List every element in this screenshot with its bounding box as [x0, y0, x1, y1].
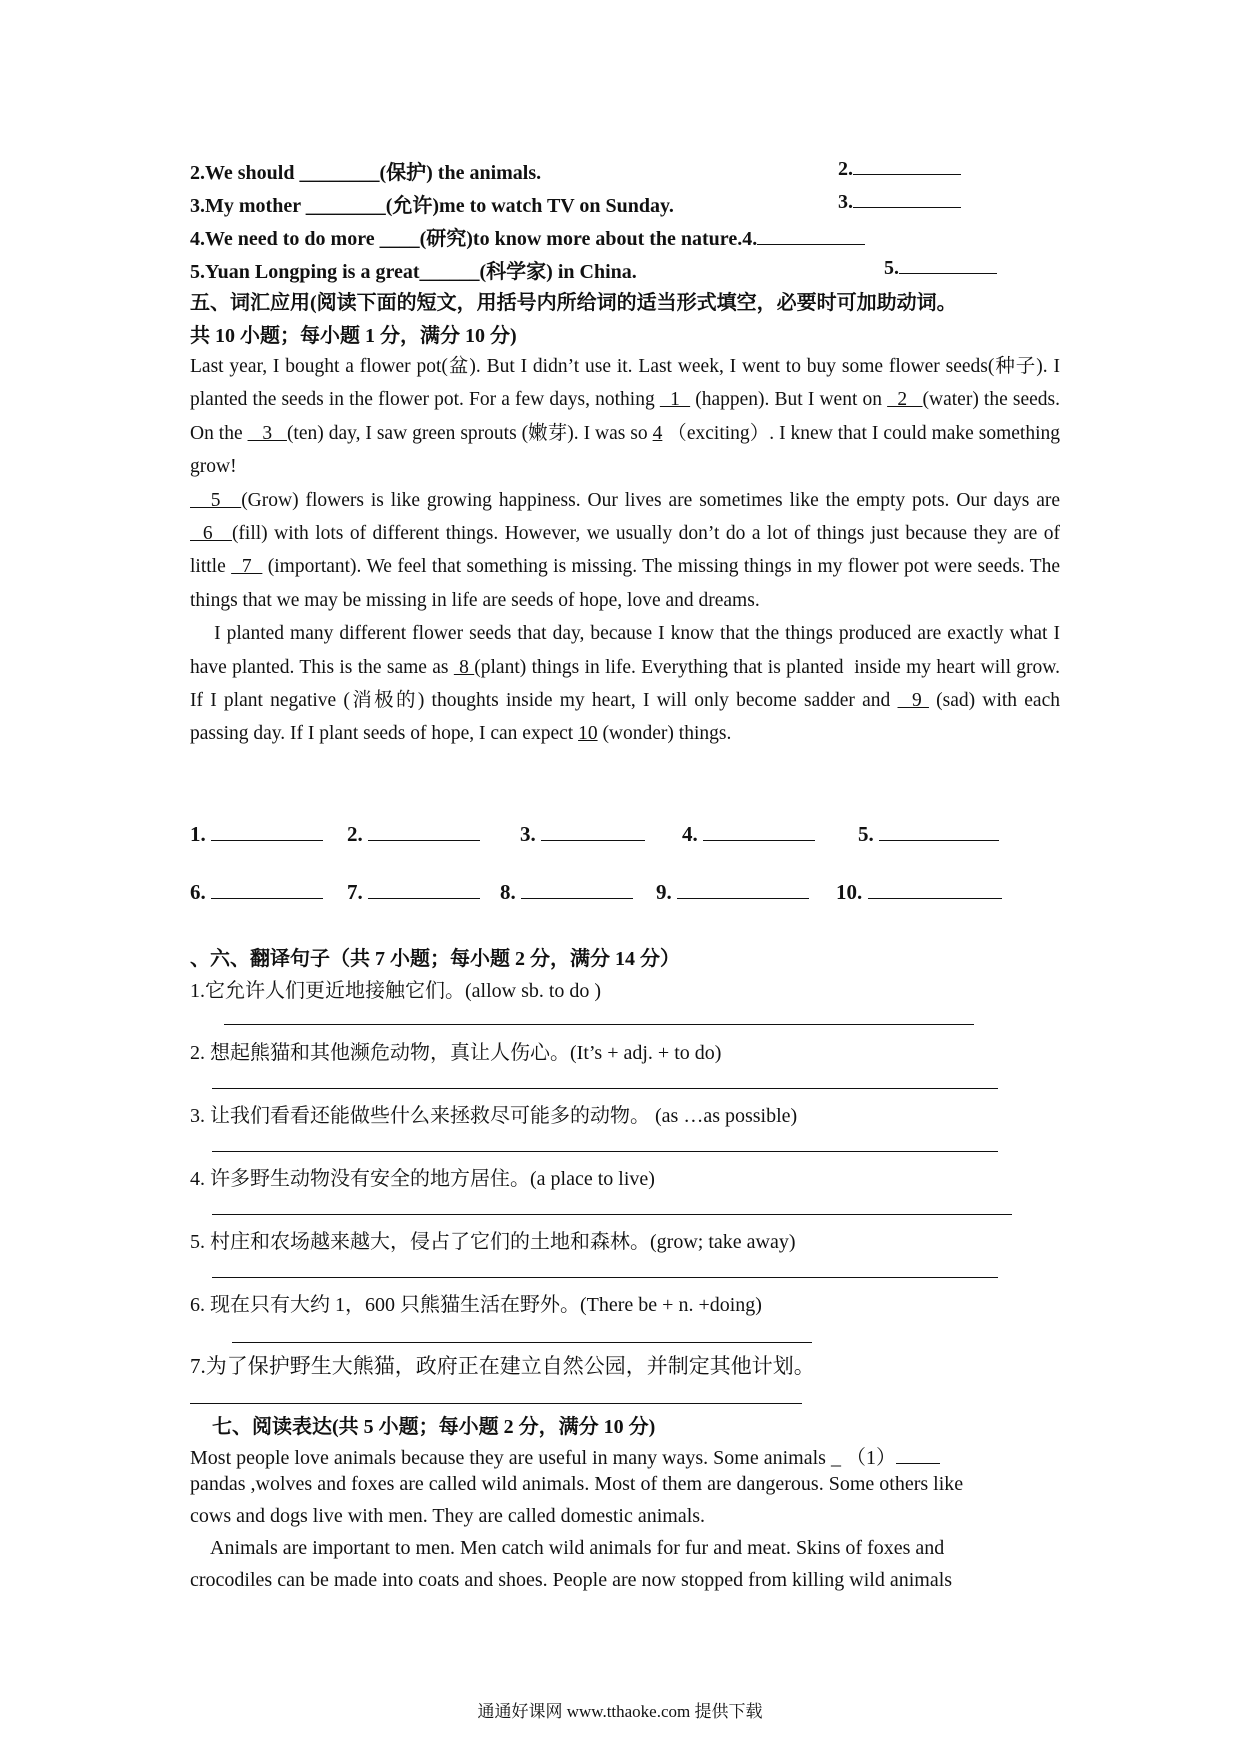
vocab-question-5: 5.Yuan Longping is a great______(科学家) in China.: [190, 261, 637, 283]
section7-line-4: Animals are important to men. Men catch wild animals for fur and meat. Skins of foxes and: [210, 1537, 945, 1559]
answer-line-7: [190, 1403, 802, 1404]
section6-heading: 、六、翻译句子（共 7 小题；每小题 2 分，满分 14 分）: [190, 948, 680, 970]
section5-passage: Last year, I bought a flower pot(盆). But I didn’t use it. Last week, I went to buy some flower seeds(种子). I planted the seeds in the flower pot. For a few days, nothing 1 (happen). But I went on 2 (water) the seeds. On the 3 (ten) day, I saw green sprouts (嫩芽). I was so 4 （exciting）. I knew that I could make something grow! 5 (Grow) flowers is like growing happiness. Our lives are sometimes like the empty pots. Our days are 6 (fill) with lots of different things. However, we usually don’t do a lot of things just because they are of little 7 (important). We feel that something is missing. The missing things in my flower pot were seeds. The things that we may be missing in life are seeds of hope, love and dreams. I planted many different flower seeds that day, because I know that the things produced are exactly what I have planted. This is the same as 8 (plant) things in life. Everything that is planted inside my heart will grow. If I plant negative (消极的) thoughts inside my heart, I will only become sadder and 9 (sad) with each passing day. If I plant seeds of hope, I can expect 10 (wonder) things.: [190, 356, 1061, 745]
answer-line-4: [212, 1214, 1012, 1215]
vocab-question-2: 2.We should ________(保护) the animals.: [190, 162, 542, 184]
section7-line-5: crocodiles can be made into coats and shoes. People are now stopped from killing wild animals: [190, 1569, 953, 1591]
translation-item-4: 4. 许多野生动物没有安全的地方居住。(a place to live): [190, 1168, 655, 1190]
translation-item-6: 6. 现在只有大约 1，600 只熊猫生活在野外。(There be + n. +doing): [190, 1294, 762, 1316]
translation-item-3: 3. 让我们看看还能做些什么来拯救尽可能多的动物。 (as …as possible): [190, 1105, 798, 1127]
vocab-answer-3: 3.: [838, 189, 961, 214]
answer-line-2: [212, 1088, 998, 1089]
answer-line-3: [212, 1151, 998, 1152]
vocab-question-4: 4.We need to do more ____(研究)to know more about the nature.4.: [190, 222, 865, 251]
translation-item-1: 1.它允许人们更近地接触它们。(allow sb. to do ): [190, 980, 602, 1002]
translation-item-7: 7.为了保护野生大熊猫，政府正在建立自然公园，并制定其他计划。: [190, 1354, 815, 1378]
translation-item-2: 2. 想起熊猫和其他濒危动物，真让人伤心。(It’s + adj. + to do): [190, 1042, 722, 1064]
page-footer: 通通好课网 www.tthaoke.com 提供下载: [477, 1702, 763, 1721]
vocab-answer-2: 2.: [838, 156, 961, 181]
vocab-question-3: 3.My mother ________(允许)me to watch TV on Sunday.: [190, 195, 674, 217]
section7-line-3: cows and dogs live with men. They are called domestic animals.: [190, 1505, 706, 1527]
answer-line-1: [224, 1024, 974, 1025]
section7-line-1: Most people love animals because they are useful in many ways. Some animals _ （1）: [190, 1441, 940, 1470]
vocab-answer-5: 5.: [884, 255, 997, 280]
section7-line-2: pandas ,wolves and foxes are called wild animals. Most of them are dangerous. Some others like: [190, 1473, 964, 1495]
section7-heading: 七、阅读表达(共 5 小题；每小题 2 分，满分 10 分): [212, 1416, 656, 1438]
section5-heading-2: 共 10 小题；每小题 1 分，满分 10 分): [190, 325, 517, 347]
translation-item-5: 5. 村庄和农场越来越大，侵占了它们的土地和森林。(grow; take away): [190, 1231, 796, 1253]
answer-line-6: [232, 1342, 812, 1343]
section5-heading-1: 五、词汇应用(阅读下面的短文，用括号内所给词的适当形式填空，必要时可加助动词。: [190, 292, 957, 314]
answer-line-5: [212, 1277, 998, 1278]
